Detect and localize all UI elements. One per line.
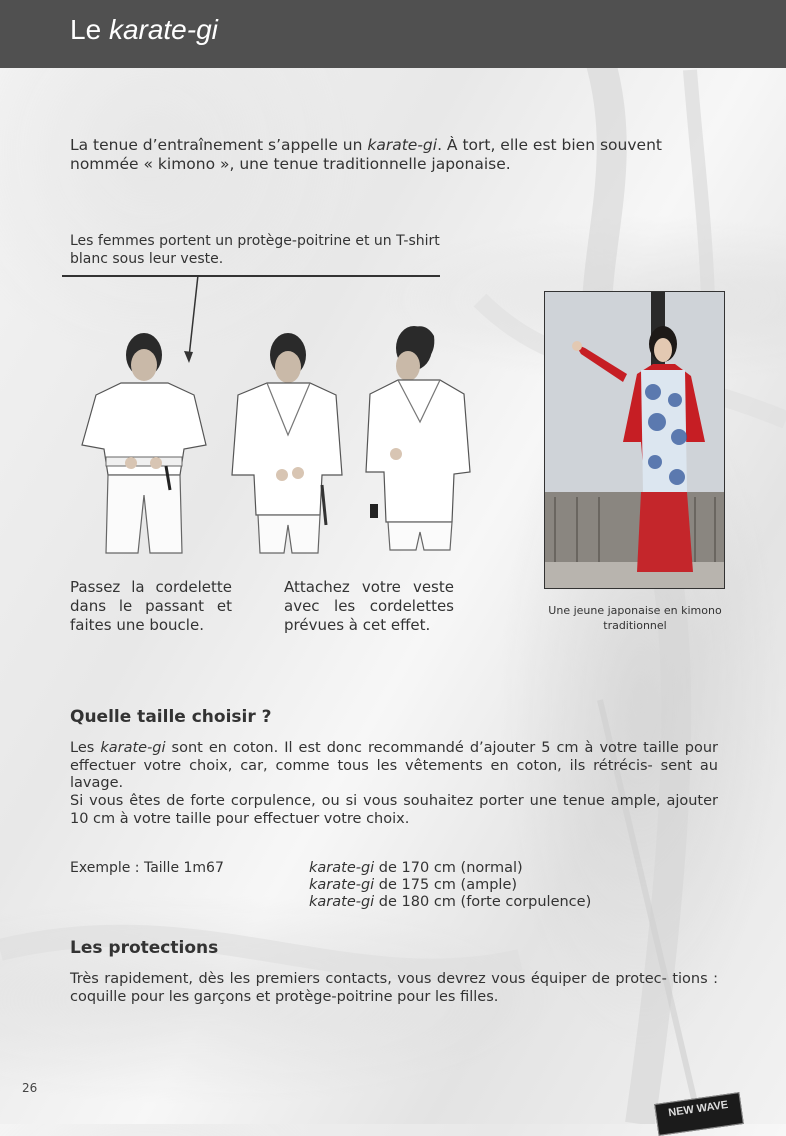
- figure-belt-loop-illustration: [76, 325, 216, 555]
- page-header: [0, 0, 786, 68]
- callout-underline: [62, 275, 440, 277]
- size-paragraph-1: Les karate-gi sont en coton. Il est donc recommandé d’ajouter 5 cm à votre taille pour effectuer votre choix, car, comme tous les vêtements en coton, ils rétrécis- sent au lavage.: [70, 740, 718, 791]
- page-title: Le karate-gi: [70, 14, 218, 45]
- example-list: [309, 860, 591, 911]
- figure-jacket-closed-illustration: [356, 322, 486, 552]
- figure-1-caption: Passez la cordelette dans le passant et faites une boucle.: [70, 578, 232, 634]
- intro-paragraph: La tenue d’entraînement s’appelle un karate-gi. À tort, elle est bien souvent nommée « kimono », une tenue traditionnelle japonaise.: [70, 136, 662, 173]
- figure-jacket-tie-illustration: [222, 325, 352, 555]
- page-number: 26: [22, 1081, 38, 1095]
- figure-2-caption: Attachez votre veste avec les cordelettes prévues à cet effet.: [284, 578, 454, 634]
- example-item: karate-gi de 170 cm (normal): [309, 860, 523, 876]
- section-heading-protections: Les protections: [70, 938, 219, 958]
- section-heading-size: Quelle taille choisir ?: [70, 707, 272, 727]
- callout-text: Les femmes portent un protège-poitrine et un T-shirt blanc sous leur veste.: [70, 233, 440, 267]
- photo-caption: Une jeune japonaise en kimono traditionnel: [548, 604, 722, 632]
- kimono-photo-image: [545, 292, 724, 588]
- size-paragraph-2: Si vous êtes de forte corpulence, ou si vous souhaitez porter une tenue ample, ajouter 10 cm à votre taille pour effectuer votre choix.: [70, 793, 718, 827]
- kimono-photo: [544, 291, 725, 589]
- page-title-emphasis: karate-gi: [108, 14, 218, 45]
- example-item: karate-gi de 175 cm (ample): [309, 877, 518, 893]
- example-label: Exemple : Taille 1m67: [70, 860, 224, 876]
- protections-paragraph: Très rapidement, dès les premiers contacts, vous devrez vous équiper de protec- tions : coquille pour les garçons et protège-poitrine pour les filles.: [70, 971, 718, 1005]
- brand-label: NEW WAVE: [654, 1092, 744, 1136]
- example-item: karate-gi de 180 cm (forte corpulence): [309, 894, 592, 910]
